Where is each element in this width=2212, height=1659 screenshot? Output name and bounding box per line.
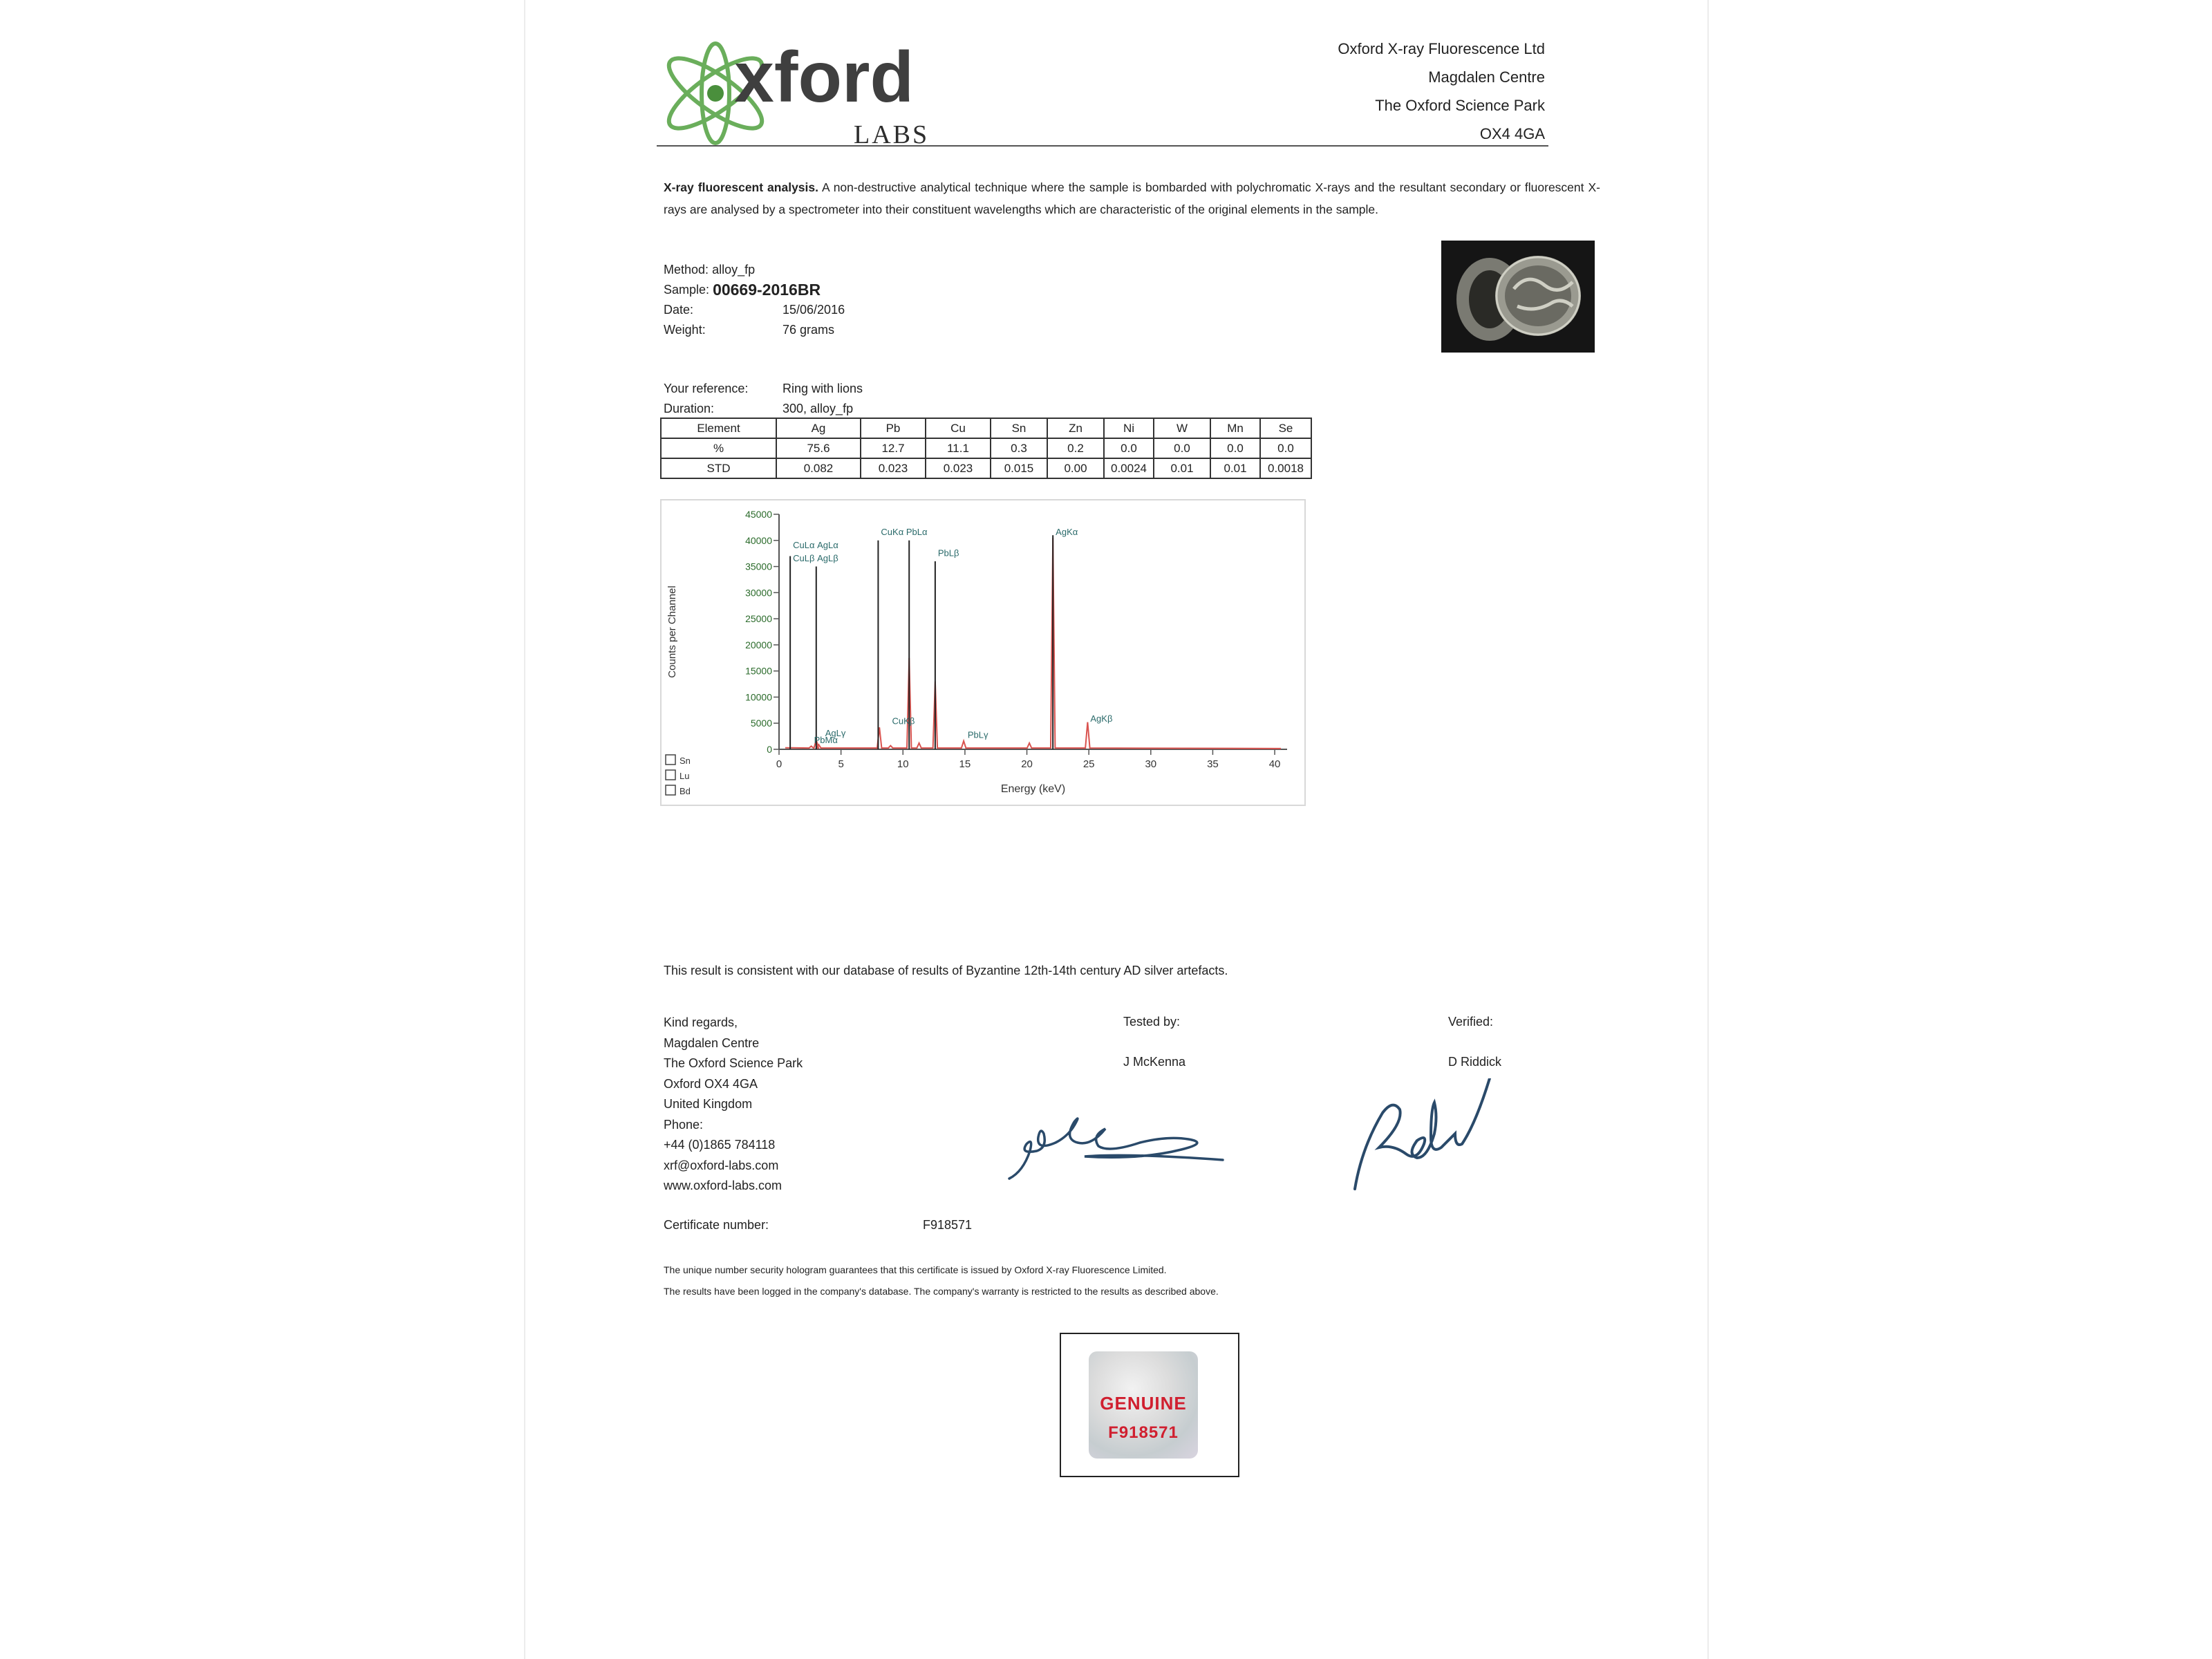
x-axis-label: Energy (keV): [1000, 783, 1066, 795]
table-cell: 11.1: [926, 438, 991, 458]
table-cell: Element: [661, 418, 776, 438]
table-cell: Mn: [1210, 418, 1260, 438]
table-row: [661, 458, 1311, 478]
table-cell: 0.015: [991, 458, 1047, 478]
table-cell: 0.023: [926, 458, 991, 478]
logo-sub: LABS: [854, 120, 930, 149]
peak-label: PbMα: [814, 734, 838, 745]
contact-line: Magdalen Centre: [664, 1035, 760, 1050]
x-tick-label: 5: [838, 758, 844, 770]
fine-print-line: The results have been logged in the company's database. The company's warranty is restricted to the results as described above.: [664, 1286, 1219, 1297]
table-cell: 0.023: [861, 458, 926, 478]
table-cell: 0.0: [1210, 438, 1260, 458]
y-axis-label: Counts per Channel: [666, 585, 678, 678]
logo-word: xford: [734, 38, 914, 118]
xrf-spectrum-chart: [660, 499, 1306, 806]
contact-line: Kind regards,: [664, 1015, 738, 1029]
certificate-number: F918571: [923, 1218, 973, 1232]
sample-label: Sample:: [664, 283, 710, 297]
contact-line: Phone:: [664, 1117, 704, 1132]
legend-label: Sn: [679, 756, 691, 766]
table-row: [661, 438, 1311, 458]
x-tick-label: 40: [1268, 758, 1281, 770]
x-tick-label: 0: [776, 758, 782, 770]
certificate-number-row: [664, 1218, 972, 1232]
conclusion-text: This result is consistent with our database of results of Byzantine 12th-14th century AD silver artefacts.: [664, 964, 1228, 977]
company-line: The Oxford Science Park: [1375, 97, 1545, 114]
y-tick-label: 20000: [745, 639, 772, 650]
table-cell: W: [1154, 418, 1210, 438]
y-tick-label: 25000: [745, 613, 772, 625]
y-tick-label: 15000: [745, 665, 772, 677]
date-value: 15/06/2016: [782, 303, 845, 317]
oxford-labs-logo: [657, 38, 982, 149]
contact-line: The Oxford Science Park: [664, 1056, 803, 1070]
weight-label: Weight:: [664, 323, 706, 337]
table-cell: Sn: [991, 418, 1047, 438]
table-cell: Pb: [861, 418, 926, 438]
weight-value: 76 grams: [782, 323, 835, 337]
intro-paragraph: [664, 176, 1600, 221]
peak-label: CuLα AgLα: [793, 540, 838, 551]
security-hologram: [1089, 1351, 1198, 1459]
ring-photo: [1441, 241, 1595, 353]
verified-name: D Riddick: [1448, 1055, 1502, 1069]
sample-meta: [664, 260, 845, 340]
duration-value: 300, alloy_fp: [782, 402, 854, 415]
x-tick-label: 25: [1082, 758, 1095, 770]
table-cell: 0.0: [1154, 438, 1210, 458]
y-tick-label: 40000: [745, 534, 772, 546]
x-tick-label: 20: [1021, 758, 1033, 770]
table-cell: %: [661, 438, 776, 458]
peak-label: PbLγ: [967, 729, 988, 740]
y-tick-label: 30000: [745, 587, 772, 599]
x-tick-label: 15: [959, 758, 971, 770]
peak-label: CuLβ AgLβ: [793, 553, 838, 563]
legend-checkbox: [666, 785, 675, 795]
y-tick-label: 5000: [750, 718, 772, 729]
y-tick-label: 35000: [745, 561, 772, 572]
peak-label: CuKβ: [892, 715, 915, 727]
contact-line: United Kingdom: [664, 1097, 753, 1111]
spectrum-line: [785, 538, 1281, 749]
table-cell: 0.0: [1104, 438, 1154, 458]
table-cell: 0.0024: [1104, 458, 1154, 478]
intro-text: A non-destructive analytical technique where the sample is bombarded with polychromatic X-rays and the resultant secondary or fluorescent X-rays are analysed by a spectrometer into their constituent wavelengths which are characteristic of the original elements in the sample.: [664, 180, 1600, 216]
peak-label: AgKβ: [1090, 713, 1113, 724]
method-value: alloy_fp: [712, 263, 756, 276]
table-cell: Ni: [1104, 418, 1154, 438]
table-cell: 0.0018: [1260, 458, 1311, 478]
peak-label: PbLβ: [937, 547, 959, 559]
peak-label: CuKα PbLα: [881, 527, 928, 538]
table-cell: 0.01: [1154, 458, 1210, 478]
certificate-label: Certificate number:: [664, 1218, 769, 1232]
hologram-box: [1060, 1333, 1239, 1477]
contact-line: xrf@oxford-labs.com: [664, 1158, 779, 1172]
reference-label: Your reference:: [664, 382, 749, 395]
hologram-number: F918571: [1108, 1423, 1179, 1442]
contact-line: +44 (0)1865 784118: [664, 1138, 776, 1152]
duration-label: Duration:: [664, 402, 715, 415]
table-header-row: [661, 418, 1311, 438]
certificate-page: [525, 0, 1707, 1659]
legend-label: Bd: [679, 786, 691, 796]
date-label: Date:: [664, 303, 694, 317]
intro-title: X-ray fluorescent analysis.: [664, 180, 818, 194]
y-tick-label: 10000: [745, 691, 772, 703]
legend-checkbox: [666, 770, 675, 780]
y-tick-label: 0: [767, 744, 772, 755]
x-tick-label: 10: [897, 758, 909, 770]
x-tick-label: 35: [1207, 758, 1219, 770]
company-line: Magdalen Centre: [1428, 68, 1545, 86]
table-cell: Zn: [1047, 418, 1104, 438]
contact-line: www.oxford-labs.com: [664, 1179, 782, 1192]
results-table: [660, 418, 1312, 479]
signature-riddick: [1341, 1078, 1514, 1196]
legend-checkbox: [666, 755, 675, 765]
table-cell: 0.01: [1210, 458, 1260, 478]
fine-print: [664, 1259, 1219, 1302]
peak-label: AgKα: [1056, 527, 1078, 538]
method-label: Method:: [664, 263, 709, 276]
legend-label: Lu: [679, 771, 690, 781]
company-address: [1338, 35, 1545, 148]
company-line: Oxford X-ray Fluorescence Ltd: [1338, 40, 1545, 57]
table-cell: Se: [1260, 418, 1311, 438]
company-line: OX4 4GA: [1479, 125, 1545, 142]
contact-line: Oxford OX4 4GA: [664, 1076, 758, 1091]
table-cell: 0.2: [1047, 438, 1104, 458]
table-cell: 0.3: [991, 438, 1047, 458]
sample-value: 00669-2016BR: [713, 281, 821, 299]
contact-block: [664, 1013, 803, 1197]
peak-label: AgLγ: [825, 728, 846, 739]
table-cell: 12.7: [861, 438, 926, 458]
hologram-word: GENUINE: [1100, 1393, 1187, 1414]
tested-by-label: Tested by:: [1123, 1015, 1181, 1029]
fine-print-line: The unique number security hologram guarantees that this certificate is issued by Oxford X-ray Fluorescence Limited.: [664, 1264, 1167, 1275]
reference-meta: [664, 379, 863, 419]
x-tick-label: 30: [1145, 758, 1157, 770]
signature-mckenna: [1002, 1113, 1258, 1189]
table-cell: 75.6: [776, 438, 861, 458]
table-cell: Ag: [776, 418, 861, 438]
table-cell: Cu: [926, 418, 991, 438]
y-tick-label: 45000: [745, 509, 772, 520]
table-cell: 0.082: [776, 458, 861, 478]
verified-label: Verified:: [1448, 1015, 1494, 1029]
table-cell: STD: [661, 458, 776, 478]
table-cell: 0.00: [1047, 458, 1104, 478]
reference-value: Ring with lions: [782, 382, 863, 395]
tested-by-name: J McKenna: [1123, 1055, 1186, 1069]
table-cell: 0.0: [1260, 438, 1311, 458]
